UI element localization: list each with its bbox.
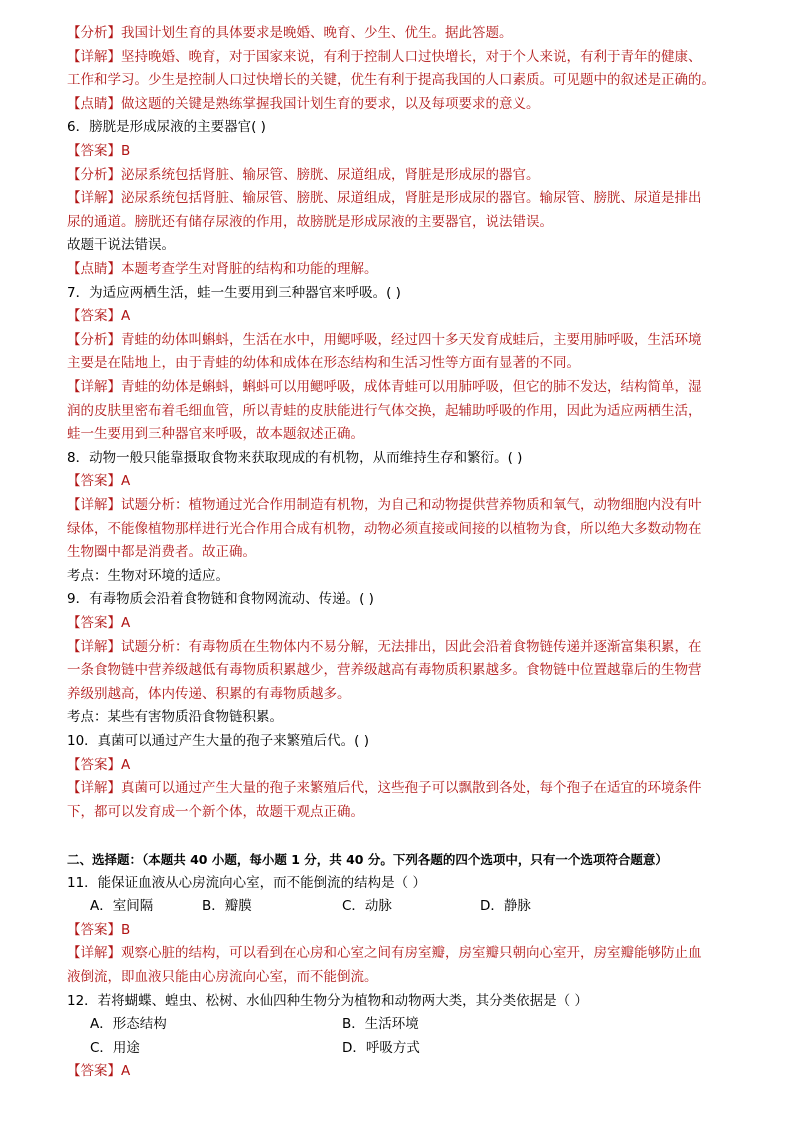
question-text: 考点：某些有害物质沿食物链积累。	[67, 709, 283, 726]
bracket-close: 】	[107, 615, 121, 631]
tag-text: 试题分析：植物通过光合作用制造有机物，为自己和动物提供营养物质和氧气，动物细胞内没有叶	[121, 497, 702, 513]
tag-text: 做这题的关键是熟练掌握我国计划生育的要求，以及每项要求的意义。	[121, 95, 540, 112]
bracket-open: 【	[67, 166, 81, 183]
text-line	[67, 730, 727, 754]
bracket-open: 【	[67, 615, 81, 631]
tag-text: 泌尿系统包括肾脏、输尿管、膀胱、尿道组成，肾脏是形成尿的器官。输尿管、膀胱、尿道是排出	[121, 190, 702, 207]
option-3: D．静脉	[480, 898, 531, 915]
bracket-open: 【	[67, 261, 81, 277]
option-2: C．用途	[90, 1039, 140, 1056]
bracket-open: 【	[67, 756, 81, 773]
tag-label: 详解	[80, 48, 108, 65]
text-line	[67, 400, 727, 424]
bracket-close: 】	[107, 48, 121, 65]
bracket-open: 【	[67, 473, 81, 490]
tag-label: 详解	[80, 945, 108, 962]
bracket-open: 【	[67, 945, 81, 962]
bracket-close: 】	[107, 261, 121, 277]
text-line	[67, 352, 727, 376]
tag-text: 坚持晚婚、晚育，对于国家来说，有利于控制人口过快增长，对于个人来说，有利于青年的健康、	[121, 48, 702, 65]
continuation-text: 工作和学习。少生是控制人口过快增长的关键，优生有利于提高我国的人口素质。可见题中的叙述是正确的。	[67, 72, 715, 89]
options-row	[90, 1037, 750, 1061]
label-tag	[67, 473, 121, 489]
continuation-text: 绿体，不能像植物那样进行光合作用合成有机物，动物必须直接或间接的以植物为食，所以绝大多数动物在	[67, 520, 702, 537]
label-tag	[67, 332, 121, 348]
tag-text: 本题考查学生对肾脏的结构和功能的理解。	[121, 261, 378, 277]
text-line	[67, 376, 727, 400]
text-line	[67, 116, 727, 140]
tag-text: 真菌可以通过产生大量的孢子来繁殖后代，这些孢子可以飘散到各处，每个孢子在适宜的环境条件	[121, 780, 702, 797]
label-tag	[67, 379, 121, 395]
text-line	[67, 541, 727, 565]
text-line	[67, 305, 727, 329]
bracket-open: 【	[67, 143, 81, 159]
tag-text: A	[121, 308, 131, 325]
text-line	[67, 518, 727, 542]
bracket-close: 】	[107, 945, 121, 962]
bracket-close: 】	[107, 308, 121, 325]
bracket-close: 】	[107, 473, 121, 490]
tag-text: B	[121, 921, 131, 938]
text-line	[67, 565, 727, 589]
bracket-open: 【	[67, 921, 81, 938]
label-tag	[67, 261, 121, 277]
label-tag	[67, 497, 121, 513]
bracket-close: 】	[107, 921, 121, 938]
tag-label: 点睛	[80, 261, 108, 277]
text-line	[67, 329, 727, 353]
bracket-open: 【	[67, 48, 81, 65]
bracket-open: 【	[67, 190, 81, 207]
tag-label: 详解	[80, 190, 108, 207]
bracket-close: 】	[107, 25, 121, 41]
tag-text: 试题分析：有毒物质在生物体内不易分解，无法排出，因此会沿着食物链传递并逐渐富集积累，在	[121, 638, 702, 655]
tag-label: 详解	[80, 497, 108, 513]
bracket-open: 【	[67, 1063, 81, 1080]
tag-label: 答案	[80, 143, 108, 159]
label-tag	[67, 49, 121, 65]
continuation-text: 润的皮肤里密布着毛细血管，所以青蛙的皮肤能进行气体交换，起辅助呼吸的作用，因此为适应两栖生活，	[67, 402, 702, 419]
text-line	[67, 683, 727, 707]
tag-text: A	[121, 473, 131, 490]
label-tag	[67, 190, 121, 206]
text-line	[67, 164, 727, 188]
bracket-open: 【	[67, 95, 81, 112]
text-line	[67, 447, 727, 471]
continuation-text: 养级别越高，体内传递、积累的有毒物质越多。	[67, 685, 351, 702]
option-3: D．呼吸方式	[342, 1039, 420, 1056]
bracket-open: 【	[67, 308, 81, 325]
bracket-close: 】	[107, 638, 121, 655]
bracket-close: 】	[107, 1063, 121, 1080]
bracket-close: 】	[107, 190, 121, 207]
question-text: 9．有毒物质会沿着食物链和食物网流动、传递。( )	[67, 591, 374, 608]
label-tag	[67, 308, 121, 324]
bracket-close: 】	[107, 166, 121, 183]
bracket-close: 】	[107, 497, 121, 513]
section-heading: 二、选择题：（本题共 40 小题，每小题 1 分，共 40 分。下列各题的四个选项中，只有一个选项符合题意）	[67, 852, 668, 867]
bracket-open: 【	[67, 638, 81, 655]
tag-text: 青蛙的幼体叫蝌蚪，生活在水中，用鳃呼吸，经过四十多天发育成蛙后，主要用肺呼吸，生活环境	[121, 331, 702, 348]
text-line	[67, 140, 727, 164]
text-line	[67, 258, 727, 282]
tag-label: 分析	[80, 166, 108, 183]
tag-text: 观察心脏的结构，可以看到在心房和心室之间有房室瓣，房室瓣只朝向心室开，房室瓣能够防止血	[121, 945, 702, 962]
options-row	[90, 1013, 750, 1037]
options-row	[90, 895, 750, 919]
tag-label: 答案	[80, 615, 108, 631]
question-stem: 11．能保证血液从心房流向心室，而不能倒流的结构是（ ）	[67, 874, 426, 891]
tag-text: B	[121, 143, 131, 159]
text-line	[67, 282, 727, 306]
label-tag	[67, 639, 121, 655]
question-stem: 12．若将蝴蝶、蝗虫、松树、水仙四种生物分为植物和动物两大类，其分类依据是（ ）	[67, 992, 588, 1009]
bracket-close: 】	[107, 95, 121, 112]
tag-label: 点睛	[80, 95, 108, 112]
tag-label: 分析	[80, 331, 108, 348]
text-line	[67, 754, 727, 778]
tag-text: A	[121, 1063, 131, 1080]
continuation-text: 尿的通道。膀胱还有储存尿液的作用，故膀胱是形成尿液的主要器官，说法错误。	[67, 213, 553, 230]
question-text: 考点：生物对环境的适应。	[67, 567, 229, 584]
question-text: 6．膀胱是形成尿液的主要器官( )	[67, 119, 266, 136]
question-text: 8．动物一般只能靠摄取食物来获取现成的有机物，从而维持生存和繁衍。( )	[67, 449, 523, 466]
option-0: A．形态结构	[90, 1016, 167, 1033]
continuation-text: 主要是在陆地上，由于青蛙的幼体和成体在形态结构和生活习性等方面有显著的不同。	[67, 355, 580, 372]
tag-text: 青蛙的幼体是蝌蚪，蝌蚪可以用鳃呼吸，成体青蛙可以用肺呼吸，但它的肺不发达，结构简单，湿	[121, 379, 702, 395]
text-line	[67, 93, 727, 117]
text-line	[67, 22, 727, 46]
text-line	[67, 69, 727, 93]
bracket-open: 【	[67, 780, 81, 797]
tag-label: 答案	[80, 308, 108, 325]
label-tag	[67, 945, 121, 961]
label-tag	[67, 25, 121, 41]
option-2: C．动脉	[342, 898, 392, 915]
tag-label: 答案	[80, 921, 108, 938]
text-line	[67, 588, 727, 612]
answer-line	[67, 919, 727, 943]
label-tag	[67, 615, 121, 631]
label-tag	[67, 1063, 121, 1079]
tag-label: 答案	[80, 1063, 108, 1080]
bracket-open: 【	[67, 379, 81, 395]
bracket-close: 】	[107, 331, 121, 348]
option-1: B．生活环境	[342, 1016, 419, 1033]
label-tag	[67, 780, 121, 796]
text-line	[67, 211, 727, 235]
continuation-text: 下，都可以发育成一个新个体，故题干观点正确。	[67, 803, 364, 820]
text-line	[67, 612, 727, 636]
text-line	[67, 636, 727, 660]
text-line	[67, 494, 727, 518]
continuation-text: 液倒流，即血液只能由心房流向心室，而不能倒流。	[67, 969, 378, 985]
continuation-text: 蛙一生要用到三种器官来呼吸，故本题叙述正确。	[67, 426, 364, 443]
text-line	[67, 777, 727, 801]
label-tag	[67, 757, 121, 773]
tag-text: 我国计划生育的具体要求是晚婚、晚育、少生、优生。据此答题。	[121, 25, 513, 41]
bracket-close: 】	[107, 379, 121, 395]
tag-label: 答案	[80, 756, 108, 773]
tag-text: A	[121, 756, 131, 773]
bracket-close: 】	[107, 756, 121, 773]
answer-line	[67, 1060, 727, 1084]
tag-label: 详解	[80, 780, 108, 797]
text-line	[67, 187, 727, 211]
tag-label: 详解	[80, 638, 108, 655]
tag-label: 详解	[80, 379, 108, 395]
text-line	[67, 706, 727, 730]
detail-line	[67, 942, 727, 966]
continuation-text: 一条食物链中营养级越低有毒物质积累越少，营养级越高有毒物质积累越多。食物链中位置越靠后的生物营	[67, 662, 702, 679]
option-0: A．室间隔	[90, 898, 154, 915]
label-tag	[67, 167, 121, 183]
tag-text: A	[121, 615, 131, 631]
text-line	[67, 801, 727, 825]
bracket-open: 【	[67, 25, 81, 41]
tag-text: 泌尿系统包括肾脏、输尿管、膀胱、尿道组成，肾脏是形成尿的器官。	[121, 166, 540, 183]
question-text: 7．为适应两栖生活，蛙一生要用到三种器官来呼吸。( )	[67, 284, 401, 301]
label-tag	[67, 143, 121, 159]
label-tag	[67, 922, 121, 938]
bracket-close: 】	[107, 780, 121, 797]
text-line	[67, 234, 727, 258]
option-1: B．瓣膜	[202, 898, 252, 915]
bracket-open: 【	[67, 497, 81, 513]
question-text: 故题干说法错误。	[67, 237, 175, 254]
bracket-open: 【	[67, 331, 81, 348]
question-text: 10．真菌可以通过产生大量的孢子来繁殖后代。( )	[67, 733, 370, 749]
continuation-text: 生物圈中都是消费者。故正确。	[67, 544, 256, 561]
bracket-close: 】	[107, 143, 121, 159]
label-tag	[67, 96, 121, 112]
text-line	[67, 470, 727, 494]
tag-label: 分析	[80, 25, 108, 41]
text-line	[67, 659, 727, 683]
text-line	[67, 46, 727, 70]
tag-label: 答案	[80, 473, 108, 490]
text-line	[67, 423, 727, 447]
